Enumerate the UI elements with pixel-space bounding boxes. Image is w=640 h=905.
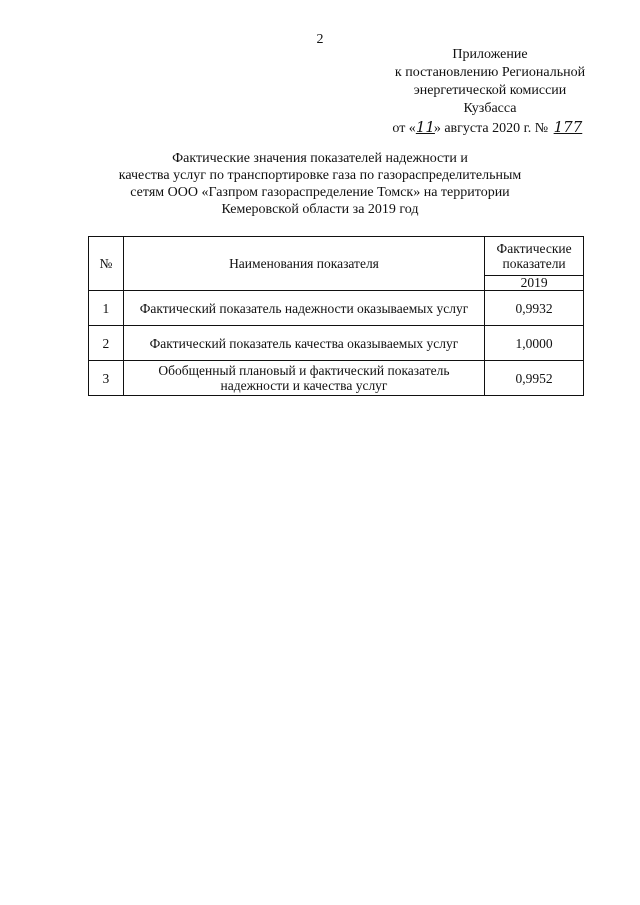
appendix-date-line <box>380 118 600 138</box>
appendix-heading: Приложение <box>452 47 528 62</box>
row-value: 1,0000 <box>485 326 584 361</box>
table-header-row <box>89 237 584 276</box>
document-title <box>100 150 540 218</box>
row-number: 3 <box>89 361 124 396</box>
title-line-4: Кемеровской области за 2019 год <box>221 202 419 217</box>
table-row <box>89 326 584 361</box>
header-indicator-name: Наименования показателя <box>123 237 484 291</box>
row-indicator-name: Фактический показатель качества оказываемых услуг <box>123 326 484 361</box>
row-number: 1 <box>89 291 124 326</box>
row-indicator-name: Фактический показатель надежности оказываемых услуг <box>123 291 484 326</box>
header-year: 2019 <box>485 276 584 291</box>
resolution-number-handwritten: 177 <box>553 118 583 136</box>
appendix-line-commission: энергетической комиссии <box>413 83 567 98</box>
appendix-block <box>380 46 600 138</box>
table-row <box>89 291 584 326</box>
appendix-line-region: Кузбасса <box>463 101 517 116</box>
date-prefix: от « <box>392 121 416 136</box>
appendix-line-resolution: к постановлению Региональной <box>394 65 586 80</box>
row-number: 2 <box>89 326 124 361</box>
table-row <box>89 361 584 396</box>
header-actual-indicators: Фактические показатели <box>485 237 584 276</box>
header-number: № <box>89 237 124 291</box>
row-value: 0,9932 <box>485 291 584 326</box>
date-day-handwritten: 11 <box>415 118 435 136</box>
page-number: 2 <box>316 32 324 47</box>
title-line-2: качества услуг по транспортировке газа по газораспределительным <box>118 168 522 183</box>
title-line-1: Фактические значения показателей надежности и <box>172 151 468 166</box>
row-value: 0,9952 <box>485 361 584 396</box>
indicators-table <box>88 236 584 396</box>
title-line-3: сетям ООО «Газпром газораспределение Томск» на территории <box>130 185 510 200</box>
row-indicator-name: Обобщенный плановый и фактический показатель надежности и качества услуг <box>123 361 484 396</box>
date-suffix: » августа 2020 г. № <box>433 121 549 136</box>
